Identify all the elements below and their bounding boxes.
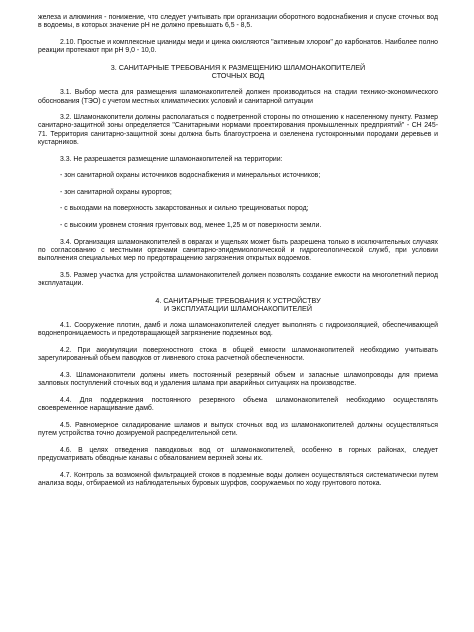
paragraph-gap <box>38 463 438 471</box>
paragraph: 4.3. Шламонакопители должны иметь постоянный резервный объем и запасные шламопроводы для приема залповых поступлений сточных вод и удаления шлама при аварийных ситуациях на производстве. <box>38 371 438 388</box>
list-item: - зон санитарной охраны курортов; <box>60 188 172 196</box>
paragraph-gap <box>38 181 438 189</box>
paragraph: 4.7. Контроль за возможной фильтрацией стоков в подземные воды должен осуществляться систематически путем анализа воды, отбираемой из наблюдательных буровых шурфов, сооружаемых по ходу грунтового потока. <box>38 471 438 487</box>
paragraph-gap <box>38 214 438 222</box>
paragraph-gap <box>38 339 438 347</box>
paragraph-gap <box>38 197 438 205</box>
paragraph: 3.2. Шламонакопители должны располагаться с подветренной стороны по отношению к населенному пункту. Размер санитарно-защитной зоны определяется "Санитарными нормами проектирования промышленных предприятий" - СН 245-71. Территория санитарно-защитной зоны должна быть благоустроена и озеленена густокронными породами деревьев и кустарников. <box>38 114 438 147</box>
list-item: - с высоким уровнем стояния грунтовых вод, менее 1,25 м от поверхности земли. <box>60 222 322 230</box>
paragraph-gap <box>38 314 438 322</box>
section-heading <box>38 64 438 81</box>
section-heading-line: СТОЧНЫХ ВОД <box>211 71 265 81</box>
paragraph-gap <box>38 147 438 155</box>
section-heading <box>38 297 438 314</box>
paragraph-gap <box>38 230 438 238</box>
paragraph-gap <box>38 31 438 39</box>
list-item: - зон санитарной охраны источников водоснабжения и минеральных источников; <box>60 172 321 180</box>
paragraph-gap <box>38 364 438 372</box>
paragraph-gap <box>38 389 438 397</box>
paragraph: железа и алюминия - понижение, что следует учитывать при организации оборотного водоснабжения и спуске сточных вод в водоемы, в которых значение pH не должно превышать 6,5 - 8,5. <box>38 14 438 30</box>
paragraph: 4.4. Для поддержания постоянного резервного объема шламонакопителей необходимо осуществлять своевременное наращивание дамб. <box>38 396 438 413</box>
list-item: - с выходами на поверхность закарстованных и сильно трещиноватых пород; <box>60 205 309 213</box>
paragraph-gap <box>38 413 438 421</box>
paragraph-gap <box>38 164 438 172</box>
paragraph-gap <box>38 106 438 114</box>
paragraph: 4.1. Сооружение плотин, дамб и ложа шламонакопителей следует выполнять с гидроизоляцией, обеспечивающей водонепроницаемость и предотвращающей загрязнение подземных вод. <box>38 322 438 338</box>
section-heading-line: 4. САНИТАРНЫЕ ТРЕБОВАНИЯ К УСТРОЙСТВУ <box>155 295 321 305</box>
paragraph: 3.1. Выбор места для размещения шламонакопителей должен производиться на стадии технико-экономического обоснования (ТЭО) с учетом местных климатических условий и санитарной ситуации <box>38 89 438 105</box>
paragraph: 3.5. Размер участка для устройства шламонакопителей должен позволять создание емкости на многолетний период эксплуатации. <box>38 271 438 288</box>
paragraph: 2.10. Простые и комплексные цианиды меди и цинка окисляются "активным хлором" до карбонатов. Наиболее полно реакции протекают при pH 9,0 - 10,0. <box>38 38 438 55</box>
paragraph: 4.2. При аккумуляции поверхностного стока в общей емкости шламонакопителей необходимо учитывать зарегулированный объем паводков от ливневого стока расчетной обеспеченности. <box>38 347 438 363</box>
section-heading-line: И ЭКСПЛУАТАЦИИ ШЛАМОНАКОПИТЕЛЕЙ <box>164 304 312 314</box>
paragraph: 4.5. Равномерное складирование шламов и выпуск сточных вод из шламонакопителей должны осуществляться путем устройства точно дозируемой распределительной сети. <box>38 421 438 438</box>
paragraph: 3.3. Не разрешается размещение шламонакопителей на территории: <box>60 155 283 163</box>
paragraph: 4.6. В целях отведения паводковых вод от шламонакопителей, особенно в горных районах, следует предусматривать обводные канавы с обвалованием верхней зоны их. <box>38 446 438 462</box>
document-body <box>38 14 438 488</box>
paragraph-gap <box>38 438 438 446</box>
paragraph: 3.4. Организация шламонакопителей в оврагах и ущельях может быть разрешена только в исключительных случаях по согласованию с местными органами санитарно-эпидемиологической и гидрогеологической служб, при условии выполнения специальных мер по предотвращению загрязнения открытых водоемов. <box>38 238 438 263</box>
section-heading-line: 3. САНИТАРНЫЕ ТРЕБОВАНИЯ К РАЗМЕЩЕНИЮ ШЛАМОНАКОПИТЕЛЕЙ <box>110 62 366 72</box>
paragraph-gap <box>38 264 438 272</box>
